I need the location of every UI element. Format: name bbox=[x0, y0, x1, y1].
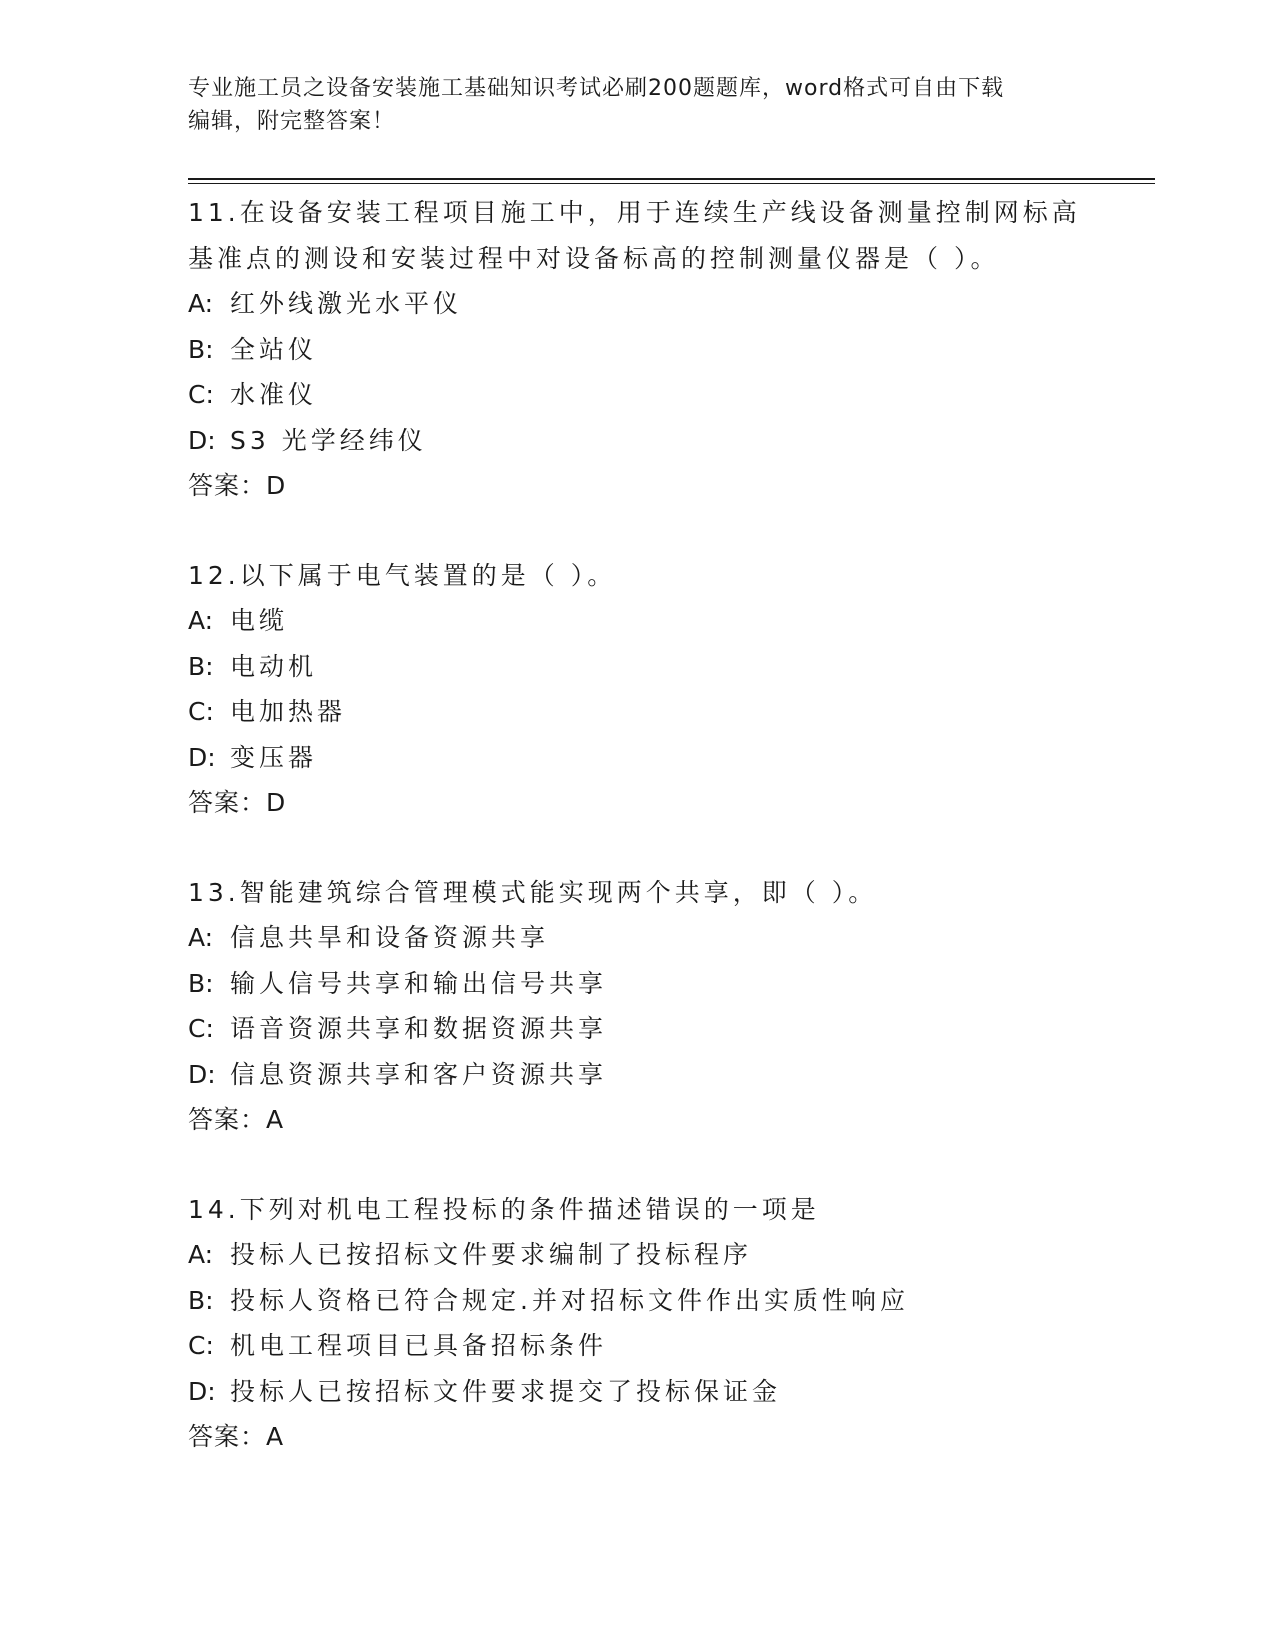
option-text: 投标人已按招标文件要求编制了投标程序 bbox=[230, 1240, 753, 1269]
option-text: 电加热器 bbox=[230, 697, 347, 726]
option-text: 电动机 bbox=[230, 651, 318, 681]
question-stem-line: 12.以下属于电气装置的是（ ）。 bbox=[188, 560, 617, 590]
question-14 bbox=[188, 1187, 1088, 1460]
option-c bbox=[188, 1323, 1088, 1369]
option-letter: D: bbox=[188, 742, 216, 772]
option-letter: B: bbox=[188, 1285, 214, 1315]
question-stem-line: 基准点的测设和安装过程中对设备标高的控制测量仪器是（ ）。 bbox=[188, 243, 1000, 273]
question-stem-line: 13.智能建筑综合管理模式能实现两个共享，即（ ）。 bbox=[188, 877, 878, 907]
option-text: 水准仪 bbox=[230, 380, 318, 409]
option-d bbox=[188, 1369, 1088, 1415]
question-13 bbox=[188, 870, 1088, 1143]
option-letter: A: bbox=[188, 289, 214, 318]
option-a bbox=[188, 1232, 1088, 1278]
header-divider-thick bbox=[188, 178, 1155, 180]
option-letter: A: bbox=[188, 606, 214, 635]
question-11 bbox=[188, 190, 1088, 509]
option-text: 输人信号共享和输出信号共享 bbox=[230, 968, 608, 998]
document-header bbox=[188, 72, 1068, 138]
option-letter: C: bbox=[188, 1331, 214, 1360]
question-list bbox=[188, 190, 1088, 1504]
header-line-1: 专业施工员之设备安装施工基础知识考试必刷200题题库，word格式可自由下载 bbox=[188, 76, 1005, 101]
answer-line: 答案：A bbox=[188, 1105, 285, 1134]
option-text: 信息共旱和设备资源共享 bbox=[230, 923, 550, 952]
option-text: S3 光学经纬仪 bbox=[230, 425, 427, 455]
option-letter: D: bbox=[188, 1059, 216, 1089]
question-stem-line: 11.在设备安装工程项目施工中，用于连续生产线设备测量控制网标高 bbox=[188, 198, 1081, 227]
option-letter: A: bbox=[188, 1240, 214, 1269]
header-divider-thin bbox=[188, 183, 1155, 184]
option-letter: B: bbox=[188, 651, 214, 681]
option-a bbox=[188, 598, 1088, 644]
option-d bbox=[188, 735, 1088, 781]
answer-line: 答案：D bbox=[188, 788, 287, 817]
option-b bbox=[188, 961, 1088, 1007]
option-c bbox=[188, 1006, 1088, 1052]
option-d bbox=[188, 418, 1088, 464]
option-text: 投标人资格已符合规定.并对招标文件作出实质性响应 bbox=[230, 1285, 909, 1315]
option-text: 变压器 bbox=[230, 742, 318, 772]
option-letter: B: bbox=[188, 334, 214, 364]
option-letter: B: bbox=[188, 968, 214, 998]
option-letter: D: bbox=[188, 1376, 216, 1406]
option-text: 电缆 bbox=[230, 606, 289, 635]
option-text: 全站仪 bbox=[230, 334, 318, 364]
option-b bbox=[188, 327, 1088, 373]
option-letter: A: bbox=[188, 923, 214, 952]
answer-line: 答案：A bbox=[188, 1422, 285, 1451]
option-letter: D: bbox=[188, 425, 216, 455]
option-letter: C: bbox=[188, 1014, 214, 1043]
question-12 bbox=[188, 553, 1088, 826]
header-line-2: 编辑，附完整答案！ bbox=[188, 109, 396, 134]
option-text: 机电工程项目已具备招标条件 bbox=[230, 1331, 608, 1360]
option-b bbox=[188, 644, 1088, 690]
option-text: 投标人已按招标文件要求提交了投标保证金 bbox=[230, 1376, 782, 1406]
option-a bbox=[188, 915, 1088, 961]
option-letter: C: bbox=[188, 380, 214, 409]
answer-line: 答案：D bbox=[188, 471, 287, 500]
option-letter: C: bbox=[188, 697, 214, 726]
question-stem-line: 14.下列对机电工程投标的条件描述错误的一项是 bbox=[188, 1194, 820, 1224]
option-a bbox=[188, 281, 1088, 327]
option-text: 信息资源共享和客户资源共享 bbox=[230, 1059, 608, 1089]
option-c bbox=[188, 372, 1088, 418]
option-d bbox=[188, 1052, 1088, 1098]
option-c bbox=[188, 689, 1088, 735]
option-text: 语音资源共享和数据资源共享 bbox=[230, 1014, 608, 1043]
option-text: 红外线激光水平仪 bbox=[230, 289, 463, 318]
option-b bbox=[188, 1278, 1088, 1324]
